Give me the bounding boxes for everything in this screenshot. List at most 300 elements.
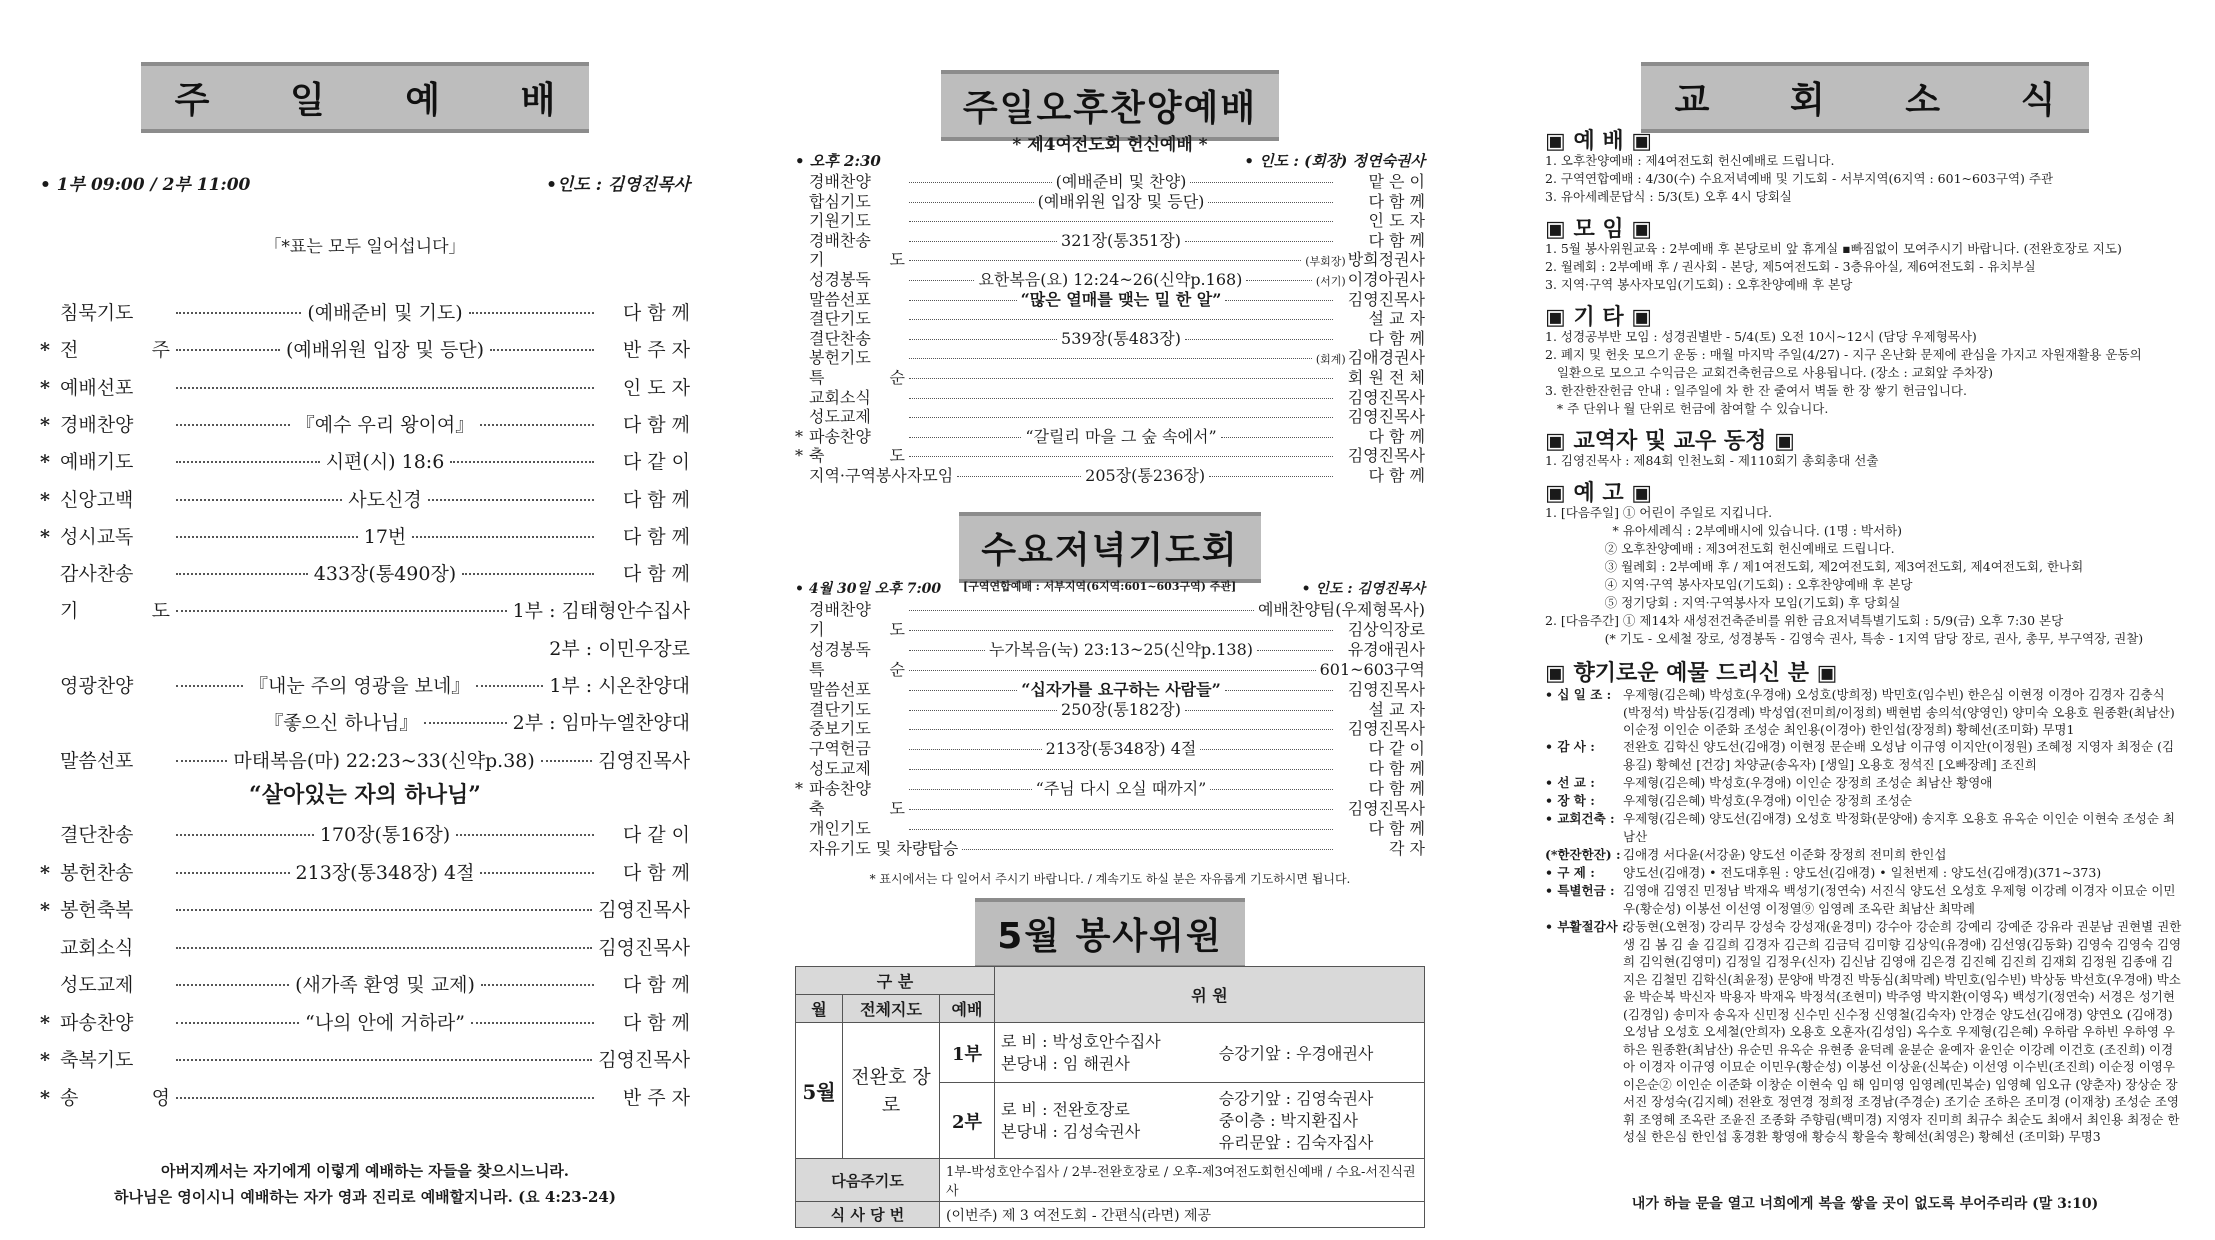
leader-name: 다 함 께	[1368, 466, 1426, 485]
order-name: 파송찬양	[809, 779, 871, 799]
order-leader: 다 함 께	[622, 861, 690, 884]
worship-presider: •인도 : 김영진목사	[546, 175, 690, 195]
news-line: 1. 김영진목사 : 제84회 인천노회 - 제110회기 총회총대 선출	[1545, 453, 1879, 468]
next-prayer-label: 다음주기도	[796, 1159, 940, 1202]
news-section-title: ▣ 기 타 ▣	[1545, 305, 1653, 330]
next-prayer-value: 1부-박성호안수집사 / 2부-전완호장로 / 오후-제3여전도회헌신예배 / 수요-서진식권사	[940, 1159, 1425, 1202]
leader-dots	[424, 722, 506, 724]
order-row	[795, 600, 1425, 619]
leader-dots	[909, 630, 1333, 631]
table-service-2-left	[995, 1083, 1213, 1159]
leader-name: 다 같 이	[1368, 739, 1425, 759]
standing-mark: *	[40, 339, 50, 362]
news-line: 3. 한잔한잔헌금 안내 : 일주일에 차 한 잔 줄여서 벽돌 한 장 쌓기 헌금입니다.	[1545, 383, 1967, 398]
news-section-title: ▣ 예 배 ▣	[1545, 129, 1653, 154]
order-row	[795, 839, 1425, 858]
leader-dots	[1185, 710, 1333, 711]
leader-role: (서기)	[1315, 275, 1346, 288]
leader-dots	[456, 834, 594, 836]
order-row	[795, 779, 1425, 798]
leader-dots	[909, 280, 974, 281]
order-leader: 반 주 자	[622, 339, 691, 362]
leader-name: 601~603구역	[1319, 659, 1425, 679]
leader-dots	[176, 909, 592, 911]
order-leader	[1337, 799, 1425, 818]
leader-name: 각 자	[1389, 838, 1425, 858]
order-content: 시편(시) 18:6	[325, 451, 445, 474]
order-content: 누가복음(눅) 23:13~25(신약p.138)	[989, 639, 1253, 659]
order-row	[795, 211, 1425, 230]
order-row	[40, 1083, 690, 1121]
leader-dots	[909, 829, 1333, 830]
order-name: 성경봉독	[809, 639, 871, 659]
order-leader	[1337, 211, 1425, 230]
order-leader	[1316, 348, 1425, 369]
leader-dots	[476, 685, 543, 687]
leader-dots	[1257, 650, 1333, 651]
order-leader	[1337, 819, 1425, 838]
leader-dots	[909, 769, 1333, 770]
sermon-title: “살아있는 자의 하나님”	[249, 782, 481, 808]
leader-dots	[909, 339, 1057, 340]
order-content: 213장(통348장) 4절	[295, 861, 475, 884]
leader-dots	[450, 461, 594, 463]
table-header-service: 예배	[940, 995, 995, 1023]
news-section-title: ▣ 향기로운 예물 드리신 분 ▣	[1545, 661, 1838, 686]
order-row	[795, 368, 1425, 387]
order-name: 말씀선포	[809, 289, 871, 309]
order-leader: 김영진목사	[598, 936, 690, 959]
leader-dots	[909, 650, 985, 651]
order-content: 17번	[363, 525, 407, 548]
offering-label: • 장 학 :	[1545, 793, 1595, 808]
s2-lobby: 로 비 : 전완호장로	[1001, 1099, 1130, 1119]
order-name: 경배찬송	[809, 230, 871, 250]
order-leader	[1337, 719, 1425, 738]
order-leader	[1337, 172, 1425, 191]
news-line: ③ 월례회 : 2부예배 후 / 제1여전도회, 제2여전도회, 제3여전도회, 제4여전도회, 한나회	[1545, 559, 2084, 574]
standing-mark: *	[40, 376, 50, 399]
order-name: 신앙고백	[60, 488, 134, 511]
order-leader: 다 같 이	[622, 824, 690, 846]
order-content: (예배위원 입장 및 등단)	[285, 339, 485, 362]
standing-mark: *	[40, 899, 50, 921]
order-row	[40, 858, 690, 896]
order-leader: 반 주 자	[622, 1086, 690, 1109]
leader-dots	[480, 424, 594, 426]
order-name: 결단기도	[809, 699, 871, 719]
order-leader	[1337, 407, 1425, 426]
order-name: 합심기도	[809, 191, 871, 211]
order-leader: 김영진목사	[598, 749, 690, 772]
leader-dots	[909, 670, 1316, 671]
leader-dots	[909, 300, 1017, 301]
order-row	[40, 410, 690, 448]
news-line: 1. 성경공부반 모임 : 성경권별반 - 5/4(토) 오전 10시~12시 (담당 우제형목사)	[1545, 329, 1977, 344]
order-content: (예배준비 및 기도)	[307, 302, 463, 324]
order-content: 213장(통348장) 4절	[1045, 739, 1197, 759]
may-duty-heading-wrap	[795, 898, 1425, 969]
standing-mark: *	[40, 488, 50, 511]
leader-dots	[1200, 749, 1333, 750]
order-row	[795, 700, 1425, 719]
sunday-worship-heading: 주 일 예 배	[141, 62, 590, 133]
order-content: (새가족 환영 및 교제)	[295, 974, 475, 996]
order-row	[40, 447, 690, 485]
order-name: 성시교독	[60, 525, 134, 548]
offering-entry	[1545, 918, 2185, 1146]
footer-verse-line-2: 하나님은 영이시니 예배하는 자가 영과 진리로 예배할지니라. (요 4:23-24)	[114, 1188, 616, 1206]
news-line: 3. 유아세례문답식 : 5/3(토) 오후 4시 당회실	[1545, 189, 1792, 204]
order-name: 중보기도	[809, 719, 871, 739]
leader-name: 방희정권사	[1347, 250, 1425, 270]
leader-name: 김영진목사	[1347, 407, 1425, 427]
offering-footer-verse: 내가 하늘 문을 열고 너희에게 복을 쌓을 곳이 없도록 부어주리라 (말 3:10)	[1631, 1196, 2099, 1212]
order-name: 결단찬송	[60, 824, 134, 846]
order-name: 기 도	[809, 250, 905, 270]
leader-dots	[176, 499, 342, 501]
order-leader	[1337, 309, 1425, 328]
order-leader	[1337, 427, 1425, 446]
wednesday-presider: • 인도 : 김영진목사	[1301, 581, 1425, 597]
order-row	[795, 680, 1425, 699]
order-leader	[1320, 660, 1425, 679]
leader-dots	[176, 1059, 592, 1061]
order-name: 송 영	[60, 1086, 170, 1109]
leader-dots	[176, 1097, 594, 1099]
order-content: (예배준비 및 찬양)	[1055, 172, 1187, 191]
order-content: 마태복음(마) 22:23~33(신약p.38)	[233, 749, 535, 772]
order-leader	[1337, 329, 1425, 348]
leader-name: 다 함 께	[1368, 818, 1425, 838]
order-name: 성경봉독	[809, 270, 871, 289]
order-content: 『예수 우리 왕이여』	[295, 413, 475, 436]
order-row	[795, 270, 1425, 289]
s1-elevator: 승강기앞 : 우경애권사	[1213, 1023, 1425, 1083]
may-duty-table	[795, 966, 1425, 1228]
leader-dots	[909, 378, 1333, 379]
leader-name: 다 함 께	[1368, 779, 1426, 799]
leader-dots	[909, 202, 1034, 203]
leader-name: 김영진목사	[1347, 719, 1425, 739]
order-name: 말씀선포	[809, 679, 871, 699]
order-leader	[1337, 779, 1425, 798]
wednesday-host: [구역연합예배 : 서부지역(6지역:601~603구역) 주관]	[963, 580, 1237, 593]
church-news-heading: 교 회 소 식	[1641, 62, 2090, 133]
offering-entry	[1545, 792, 2185, 810]
order-leader	[1337, 446, 1425, 465]
order-content: 『내눈 주의 영광을 보네』	[249, 675, 471, 697]
order-leader	[1337, 388, 1425, 407]
offering-names: 양도선(김애경) • 전도대후원 : 양도선(김애경) • 일천번제 : 양도선(김애경)(371~373)	[1623, 865, 2102, 880]
offering-names: 우제형(김은혜) 박성호(우경애) 오성호(방희정) 박민호(임수빈) 한은심 이현정 이경아 김경자 김충식 (박정석) 박삼동(김경례) 박성엽(전미희/이정희) 백현범 송의석(양영인) 양미숙 오용호 원종환(최남산) 이순정 이인순 이준화 조성순 최인용(이경아) 한인섭(장정희) 황혜선(조미화) 무명1	[1623, 687, 2175, 737]
leader-dots	[909, 610, 1254, 611]
offering-entry	[1545, 738, 2185, 773]
news-section-title: ▣ 모 임 ▣	[1545, 217, 1653, 242]
news-section-title: ▣ 교역자 및 교우 동정 ▣	[1545, 429, 1795, 454]
order-content: 사도신경	[348, 488, 422, 511]
leader-dots	[1221, 437, 1333, 438]
table-service-1: 1부	[940, 1023, 995, 1083]
meal-duty-value: (이번주) 제 3 여전도회 - 간편식(라면) 제공	[940, 1202, 1425, 1228]
offering-entry	[1545, 846, 2185, 864]
standing-mark: *	[40, 451, 50, 474]
news-line: * 주 단위나 월 단위로 헌금에 참여할 수 있습니다.	[1545, 401, 1829, 416]
order-content: 『좋으신 하나님』	[264, 712, 419, 735]
leader-dots	[176, 424, 290, 426]
order-row	[40, 335, 690, 373]
order-name: 감사찬송	[60, 563, 134, 586]
leader-dots	[1185, 241, 1333, 242]
order-name: 성도교제	[60, 974, 134, 996]
leader-name: 회 원 전 체	[1347, 368, 1425, 387]
leader-name: 설 교 자	[1368, 309, 1425, 329]
order-content: 170장(통16장)	[319, 824, 451, 846]
order-name: 특 순	[809, 659, 905, 679]
order-content: 433장(통490장)	[313, 563, 457, 586]
order-row	[40, 1045, 690, 1083]
order-leader: 다 함 께	[622, 302, 691, 324]
order-row	[40, 634, 690, 672]
leader-dots	[1185, 339, 1333, 340]
order-row	[795, 407, 1425, 426]
leader-dots	[541, 760, 592, 762]
order-content: 539장(통483장)	[1061, 328, 1181, 348]
leader-dots	[480, 872, 594, 874]
leader-dots	[909, 437, 1021, 438]
leader-dots	[176, 461, 320, 463]
order-content: “십자가를 요구하는 사람들”	[1021, 679, 1221, 699]
leader-dots	[1225, 300, 1333, 301]
offering-entry	[1545, 864, 2185, 882]
news-line: ② 오후찬양예배 : 제3여전도회 헌신예배로 드립니다.	[1545, 541, 1895, 556]
leader-name: 김상익장로	[1347, 619, 1425, 639]
table-month: 5월	[796, 1023, 843, 1159]
order-leader: 다 같 이	[622, 451, 690, 474]
leader-name: 김영진목사	[1347, 387, 1425, 407]
order-leader: 다 함 께	[622, 974, 690, 996]
order-row	[40, 895, 690, 933]
offering-entry	[1545, 882, 2185, 917]
leader-dots	[176, 834, 314, 836]
order-content: 250장(통182장)	[1061, 699, 1181, 719]
leader-name: 유경애권사	[1347, 639, 1425, 659]
wednesday-heading-wrap	[795, 512, 1425, 583]
leader-dots	[909, 182, 1052, 183]
news-line: 1. 5월 봉사위원교육 : 2부예배 후 본당로비 앞 휴게실 ▪빠짐없이 모여주시기 바랍니다. (전완호장로 지도)	[1545, 241, 2122, 256]
news-line: 2. [다음주간] ① 제14차 새성전건축준비를 위한 금요저녁특별기도회 : 5/9(금) 오후 7:30 본당	[1545, 613, 2064, 628]
news-line: 일환으로 모으고 수익금은 교회건축헌금으로 사용됩니다. (장소 : 교회앞 주차장)	[1545, 365, 1994, 380]
leader-dots	[909, 789, 1032, 790]
leader-dots	[471, 1022, 594, 1024]
order-content: 요한복음(요) 12:24~26(신약p.168)	[978, 270, 1243, 289]
table-header-month: 월	[796, 995, 843, 1023]
order-row	[795, 819, 1425, 838]
order-leader: 다 함 께	[622, 525, 690, 548]
order-row	[795, 799, 1425, 818]
news-section-title: ▣ 예 고 ▣	[1545, 481, 1653, 506]
offering-names: 전완호 김학신 양도선(김애경) 이현정 문순배 오성남 이규영 이지안(이정원) 조혜정 지영자 최정순 (김용길) 황혜선 [건강] 차양균(송옥자) [생일] 오용호 정석진 [오빠장례] 조진희	[1623, 739, 2175, 772]
leader-dots	[176, 349, 280, 351]
order-row	[795, 466, 1425, 485]
order-content: “나의 안에 거하라”	[305, 1011, 465, 1034]
order-row	[795, 192, 1425, 211]
table-service-2-right	[1213, 1083, 1425, 1159]
news-line: 1. 오후찬양예배 : 제4여전도회 헌신예배로 드립니다.	[1545, 153, 1835, 168]
s2-sanctuary: 본당내 : 김성숙권사	[1001, 1121, 1141, 1141]
news-line: 3. 지역·구역 봉사자모임(기도회) : 오후찬양예배 후 본당	[1545, 277, 1853, 292]
s1-lobby: 로 비 : 박성호안수집사	[1001, 1031, 1161, 1051]
offering-names: 우제형(김은혜) 박성호(우경애) 이인순 장정희 조성순	[1623, 793, 1912, 808]
order-leader	[1337, 739, 1425, 758]
offering-label: • 선 교 :	[1545, 775, 1595, 790]
order-name: 침묵기도	[60, 302, 134, 324]
order-row	[795, 231, 1425, 250]
leader-dots	[412, 536, 594, 538]
s2-glassdoor: 유리문앞 : 김숙자집사	[1218, 1132, 1374, 1152]
order-row	[40, 596, 690, 634]
offering-names: 김애경 서다윤(서강윤) 양도선 이준화 장정희 전미희 한인섭	[1623, 847, 1947, 862]
leader-dots	[909, 398, 1333, 399]
leader-dots	[909, 710, 1057, 711]
leader-dots	[176, 760, 227, 762]
leader-name: 예배찬양팀(우제형목사)	[1257, 600, 1425, 619]
order-row	[795, 640, 1425, 659]
church-news-heading-wrap	[1545, 62, 2185, 133]
afternoon-subtitle: * 제4여전도회 헌신예배 *	[1012, 135, 1208, 155]
column-afternoon	[795, 0, 1425, 1240]
offering-label: (*한잔한잔) :	[1545, 847, 1621, 862]
afternoon-time: • 오후 2:30	[795, 152, 881, 170]
order-leader	[1316, 270, 1425, 291]
leader-name: 김영진목사	[1347, 289, 1426, 309]
news-line: * 유아세례식 : 2부예배시에 있습니다. (1명 : 박서하)	[1545, 523, 1903, 538]
leader-name: 맡 은 이	[1368, 172, 1426, 191]
order-row	[40, 373, 690, 411]
order-name: 봉헌축복	[60, 899, 134, 921]
leader-dots	[1246, 280, 1311, 281]
order-leader: 2부 : 임마누엘찬양대	[512, 712, 691, 735]
order-name: 말씀선포	[60, 749, 134, 772]
wednesday-note: * 표시에서는 다 일어서 주시기 바랍니다. / 계속기도 하실 분은 자유롭게 기도하시면 됩니다.	[869, 872, 1351, 886]
order-name: 영광찬양	[60, 675, 134, 697]
order-row	[40, 671, 690, 709]
leader-dots	[176, 872, 290, 874]
order-leader	[1337, 680, 1425, 699]
leader-dots	[176, 947, 592, 949]
leader-dots	[909, 809, 1333, 810]
order-row	[795, 446, 1425, 465]
order-name: 파송찬양	[809, 426, 871, 446]
order-row	[795, 739, 1425, 758]
afternoon-presider: • 인도 : (회장) 정연숙권사	[1244, 152, 1425, 170]
order-name: 결단찬송	[809, 328, 871, 348]
leader-name: 이경아권사	[1347, 270, 1425, 289]
table-service-1-left	[995, 1023, 1213, 1083]
news-line: ④ 지역·구역 봉사자모임(기도회) : 오후찬양예배 후 본당	[1545, 577, 1913, 592]
order-leader: 김영진목사	[598, 1049, 690, 1071]
order-name: 기 도	[60, 600, 170, 623]
offering-names: 우제형(김은혜) 양도선(김애경) 오성호 박정화(문양애) 송지후 오용호 유옥순 이인순 이현숙 조성순 최남산	[1623, 811, 2175, 844]
order-leader	[1337, 640, 1425, 659]
offering-label: • 교회건축 :	[1545, 811, 1615, 826]
leader-name: 김애경권사	[1347, 348, 1425, 368]
offering-label: • 특별헌금 :	[1545, 883, 1615, 898]
order-name: 축복기도	[60, 1049, 134, 1071]
order-content: “많은 열매를 맺는 밀 한 알”	[1020, 289, 1222, 309]
order-row	[40, 485, 690, 523]
order-content: “갈릴리 마을 그 숲 속에서”	[1025, 426, 1217, 446]
leader-name: 다 함 께	[1368, 230, 1425, 250]
order-name: 축 도	[809, 446, 905, 466]
leader-role: (회계)	[1315, 353, 1346, 367]
meal-duty-label: 식 사 당 번	[796, 1202, 940, 1228]
leader-dots	[176, 685, 243, 687]
order-name: 교회소식	[60, 936, 134, 959]
offering-names: 김영애 김영진 민정남 박재옥 백성기(정연숙) 서진식 양도선 오성호 우제형 이강례 이경자 이묘순 이민우(황순성) 이봉선 이선영 이정열⑨ 임영례 조옥란 최남산 최막례	[1623, 883, 2176, 916]
news-line: 2. 구역연합예배 : 4/30(수) 수요저녁예배 및 기도회 - 서부지역(6지역 : 601~603구역) 주관	[1545, 171, 2054, 186]
order-leader	[1337, 466, 1425, 485]
order-row	[795, 719, 1425, 738]
standing-mark: *	[795, 446, 803, 466]
order-name: 기 도	[809, 619, 905, 639]
standing-mark: *	[795, 426, 803, 446]
order-name: 구역헌금	[809, 739, 871, 759]
order-leader	[1337, 759, 1425, 778]
leader-dots	[909, 241, 1057, 242]
order-leader	[1337, 700, 1425, 719]
offering-label: • 십 일 조 :	[1545, 687, 1612, 702]
order-leader	[1337, 290, 1425, 309]
order-name: 경배찬양	[809, 600, 871, 619]
offering-entry	[1545, 686, 2185, 739]
leader-dots	[962, 849, 1333, 850]
leader-dots	[469, 312, 594, 314]
order-leader: 다 함 께	[622, 563, 691, 586]
order-row	[40, 820, 690, 858]
order-row	[795, 290, 1425, 309]
order-name: 경배찬양	[809, 172, 871, 191]
news-line: ⑤ 정기당회 : 지역·구역봉사자 모임(기도회) 후 당회실	[1545, 595, 1901, 610]
order-name: 교회소식	[809, 387, 871, 407]
worship-times: • 1부 09:00 / 2부 11:00	[40, 175, 251, 195]
order-name: 축 도	[809, 799, 905, 818]
order-leader	[1305, 250, 1425, 271]
footer-verse-line-1: 아버지께서는 자기에게 이렇게 예배하는 자들을 찾으시느니라.	[160, 1162, 570, 1180]
standing-mark: *	[40, 861, 50, 884]
order-name: 경배찬양	[60, 413, 134, 436]
order-leader: 다 함 께	[622, 488, 691, 511]
leader-name: 인 도 자	[1368, 211, 1425, 231]
order-leader	[1337, 839, 1425, 858]
leader-dots	[909, 260, 1301, 261]
afternoon-heading: 주일오후찬양예배	[941, 70, 1279, 141]
leader-dots	[428, 499, 594, 501]
table-header-group: 구 분	[796, 967, 995, 995]
order-content: 321장(통351장)	[1061, 230, 1181, 250]
order-name: 봉헌찬송	[60, 861, 134, 884]
order-leader: 인 도 자	[622, 376, 690, 399]
leader-dots	[1210, 789, 1333, 790]
column-sunday-worship	[40, 0, 690, 1240]
table-header-guide: 전체지도	[843, 995, 940, 1023]
leader-dots	[176, 610, 507, 612]
order-name: 자유기도 및 차량탑승	[809, 838, 959, 858]
leader-name: 김영진목사	[1347, 799, 1425, 818]
order-name: 봉헌기도	[809, 348, 871, 368]
leader-dots	[1225, 690, 1333, 691]
standing-mark: *	[40, 1086, 50, 1109]
